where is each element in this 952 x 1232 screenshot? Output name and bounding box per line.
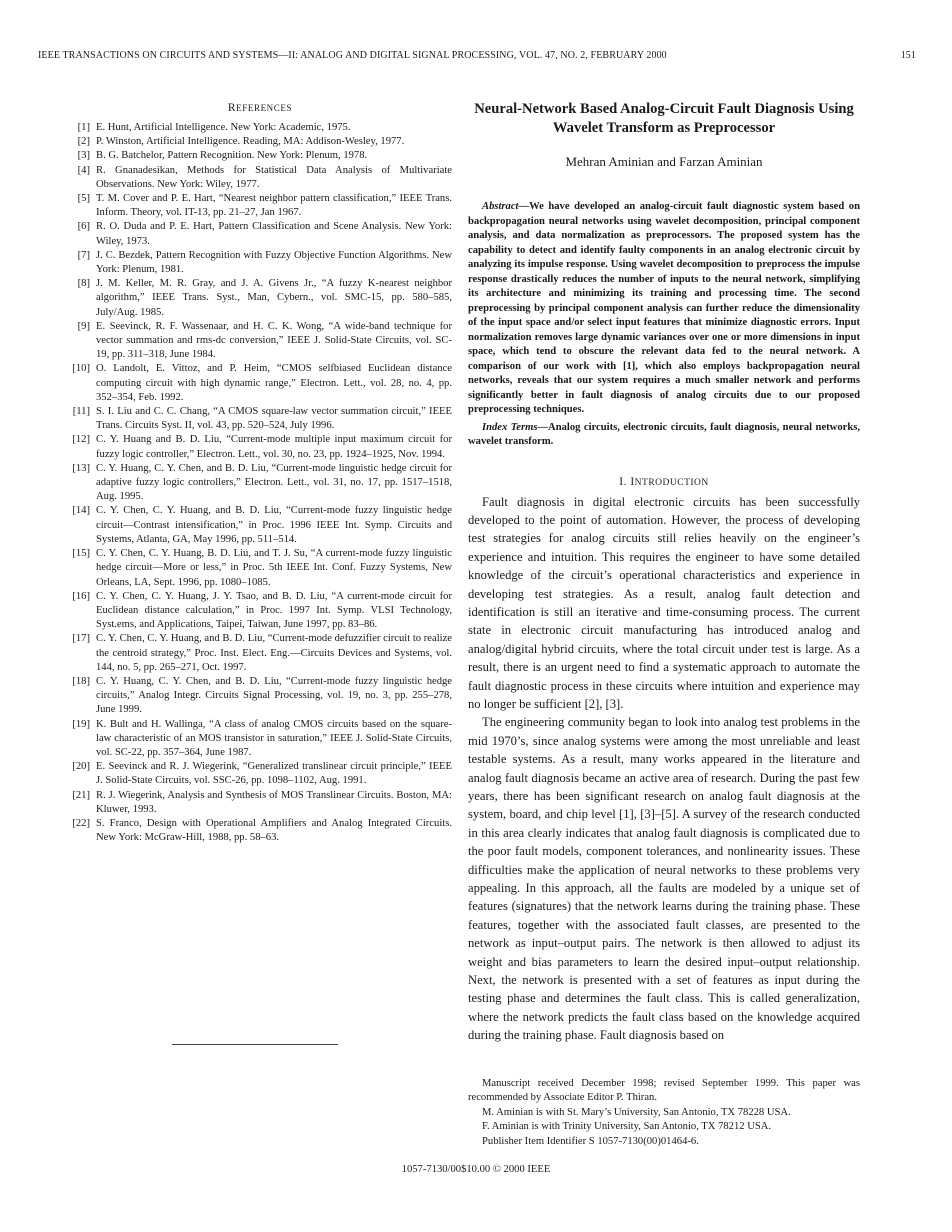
section-heading: I. INTRODUCTION	[619, 475, 709, 488]
reference-number: [14]	[72, 505, 90, 517]
paper-authors: Mehran Aminian and Farzan Aminian	[565, 154, 763, 169]
reference-item	[68, 149, 452, 163]
reference-item	[68, 789, 452, 817]
reference-number: [4]	[77, 164, 90, 176]
abstract	[468, 200, 860, 418]
reference-text: C. Y. Chen, C. Y. Huang, J. Y. Tsao, and B. D. Liu, “A current-mode circuit for Euclidean distance calculation,” in Proc. 1997 Int. Symp. VLSI Technology, Syst.ems, and Applications, Taipei, Taiwan, June 1997, pp. 83–86.	[96, 590, 452, 631]
reference-item	[68, 405, 452, 433]
reference-text: T. M. Cover and P. E. Hart, “Nearest neighbor pattern classification,” IEEE Trans. Inform. Theory, vol. IT-13, pp. 21–27, Jan 1967.	[96, 193, 452, 219]
reference-text: C. Y. Huang, C. Y. Chen, and B. D. Liu, “Current-mode fuzzy linguistic hedge circuits,” Analog Integr. Circuits Signal Processing, vol. 19, no. 3, pp. 255–278, June 1999.	[96, 675, 452, 716]
reference-item	[68, 164, 452, 192]
reference-item	[68, 590, 452, 633]
reference-number: [5]	[77, 193, 90, 205]
paper-title: Neural-Network Based Analog-Circuit Fault Diagnosis Using Wavelet Transform as Preprocessor	[474, 101, 854, 136]
references-heading: REFERENCES	[227, 102, 293, 114]
footnote-pii: Publisher Item Identifier S 1057-7130(00)01464-6.	[482, 1135, 699, 1147]
reference-item	[68, 433, 452, 461]
footnote-rule	[172, 1044, 338, 1045]
reference-item	[68, 760, 452, 788]
reference-number: [9]	[77, 320, 90, 332]
reference-item	[68, 192, 452, 220]
reference-text: R. O. Duda and P. E. Hart, Pattern Classification and Scene Analysis. New York: Wiley, 1973.	[96, 221, 452, 247]
abstract-label: Abstract—	[482, 201, 530, 212]
reference-item	[68, 817, 452, 845]
reference-item	[68, 320, 452, 363]
intro-paragraph-2: The engineering community began to look into analog test problems in the mid 1970’s, since analog systems were among the most unreliable and least testable systems. As a result, many works appeared in the literature and analog fault diagnosis became an active area of research. During the past few years, there has been significant research on analog fault diagnosis at the system, board, and chip level [1], [3]–[5]. A survey of the research conducted in this area clearly indicates that analog fault diagnosis is complicated due to the poor fault models, component tolerances, and nonlinearity issues. These difficulties make the application of neural networks to these problems very appealing. In this approach, all the faults are modeled by a unique set of features (signatures) that the network learns during the training phase. These features, together with the associated fault classes, are presented to the network as input–output pairs. The network is then allowed to adjust its weight and bias parameters to learn the desired input–output relationship. Next, the network is presented with a set of features as input during the testing phase and determines the fault class. This is called generalization, where the network predicts the fault class based on the knowledge acquired during the training phase. Fault diagnosis based on	[468, 715, 860, 1043]
reference-text: E. Seevinck, R. F. Wassenaar, and H. C. K. Wong, “A wide-band technique for vector summation and rms-dc conversion,” IEEE J. Solid-State Circuits, vol. SC-19, pp. 311–318, June 1984.	[96, 320, 452, 361]
reference-number: [1]	[77, 122, 90, 133]
reference-text: O. Landolt, E. Vittoz, and P. Heim, “CMOS selfbiased Euclidean distance computing circuit with high dynamic range,” Electron. Lett., vol. 28, no. 4, pp. 352–354, Feb. 1992.	[96, 363, 452, 403]
reference-text: C. Y. Chen, C. Y. Huang, and B. D. Liu, “Current-mode defuzzifier circuit to realize the centroid strategy,” Proc. Inst. Elect. Eng.—Circuits Devices and Systems, vol. 144, no. 5, pp. 265–271, Oct. 1997.	[96, 633, 452, 673]
reference-item	[68, 220, 452, 248]
reference-item	[68, 632, 452, 675]
footnote-author-1: M. Aminian is with St. Mary’s University, San Antonio, TX 78228 USA.	[482, 1106, 791, 1118]
reference-item	[68, 362, 452, 405]
reference-text: S. I. Liu and C. C. Chang, “A CMOS square-law vector summation circuit,” IEEE Trans. Circuits Syst. II, vol. 43, pp. 520–524, July 1996.	[96, 406, 452, 432]
reference-text: J. M. Keller, M. R. Gray, and J. A. Givens Jr., “A fuzzy K-nearest neighbor algorithm,” IEEE Trans. Syst., Man, Cybern., vol. SMC-15, pp. 580–585, July/Aug. 1985.	[96, 278, 452, 318]
index-terms-text: Analog circuits, electronic circuits, fault diagnosis, neural networks, wavelet transform.	[468, 421, 860, 447]
reference-number: [12]	[72, 434, 90, 446]
reference-text: C. Y. Huang and B. D. Liu, “Current-mode multiple input maximum circuit for fuzzy logic controller,” Electron. Lett., vol. 30, no. 23, pp. 1924–1925, Nov. 1994.	[96, 434, 452, 460]
index-terms-label: Index Terms—	[482, 421, 549, 433]
copyright-line: 1057-7130/00$10.00 © 2000 IEEE	[401, 1164, 551, 1175]
reference-item	[68, 547, 452, 590]
article-column	[468, 100, 860, 1045]
page-number: 151	[900, 50, 916, 61]
reference-item	[68, 121, 452, 135]
reference-number: [22]	[72, 817, 90, 829]
running-title: IEEE TRANSACTIONS ON CIRCUITS AND SYSTEMS—II: ANALOG AND DIGITAL SIGNAL PROCESSING, VOL. 47, NO. 2, FEBRUARY 2000	[38, 50, 667, 61]
reference-number: [7]	[77, 249, 90, 261]
footnote-author-2: F. Aminian is with Trinity University, San Antonio, TX 78212 USA.	[482, 1121, 772, 1133]
reference-item	[68, 135, 452, 149]
reference-number: [21]	[72, 789, 90, 801]
reference-number: [8]	[77, 278, 90, 290]
reference-text: B. G. Batchelor, Pattern Recognition. New York: Plenum, 1978.	[96, 150, 368, 162]
abstract-text: We have developed an analog-circuit fault diagnostic system based on backpropagation neural networks using wavelet decomposition, principal component analysis, and data normalization as preprocessors. The proposed system has the capability to detect and identify faulty components in an analog electronic circuit by analyzing its impulse response. Using wavelet decomposition to preprocess the impulse response drastically reduces the number of inputs to the neural network, simplifying its architecture and minimizing its training and processing time. The second preprocessing by principal component analysis can further reduce the dimensionality of the input space and/or select input features that minimize diagnostic errors. Input normalization removes large dynamic variances over one or more dimensions in input space, which tend to obscure the relevant data fed to the neural network. A comparison of our work with [1], which also employs backpropagation neural networks, reveals that our system requires a much smaller network and performs significantly better in fault diagnosis of analog circuits due to our proposed preprocessing techniques.	[468, 201, 860, 415]
footnote-manuscript: Manuscript received December 1998; revised September 1999. This paper was recommended by Associate Editor P. Thiran.	[468, 1078, 860, 1104]
footnotes	[468, 1077, 860, 1149]
intro-paragraph-1: Fault diagnosis in digital electronic circuits has been successfully developed to the point of automation. However, the process of developing test strategies for analog circuits still relies heavily on the engineer’s experience and intuition. This requires the engineer to have some detailed knowledge of the circuit’s operational characteristics and experience in developing test strategies. As a result, analog fault detection and identification is still an iterative and time-consuming process. The current state in electronic circuit manufacturing has introduced analog and analog/digital hybrid circuits, where the total circuit under test is large. As a result, there is an urgent need to find a systematic approach to automate the fault diagnostic process in these circuits where intuition and experience may no longer be sufficient [2], [3].	[468, 494, 860, 711]
reference-text: J. C. Bezdek, Pattern Recognition with Fuzzy Objective Function Algorithms. New York: Plenum, 1981.	[96, 249, 452, 276]
reference-text: C. Y. Chen, C. Y. Huang, and B. D. Liu, “Current-mode fuzzy linguistic hedge circuit—Contrast intensification,” in Proc. 1996 IEEE Int. Symp. Circuits and Systems, Atlanta, GA, May 1996, pp. 511–514.	[96, 505, 452, 545]
reference-number: [10]	[72, 363, 90, 375]
reference-item	[68, 277, 452, 320]
reference-number: [13]	[72, 462, 90, 474]
index-terms	[468, 421, 860, 450]
reference-number: [16]	[72, 590, 90, 602]
reference-number: [20]	[72, 761, 90, 773]
reference-number: [18]	[72, 675, 90, 687]
reference-text: S. Franco, Design with Operational Amplifiers and Analog Integrated Circuits. New York: McGraw-Hill, 1988, pp. 58–63.	[96, 817, 452, 844]
reference-text: C. Y. Chen, C. Y. Huang, B. D. Liu, and T. J. Su, “A current-mode fuzzy linguistic hedge circuit—More or less,” in Proc. 5th IEEE Int. Conf. Fuzzy Systems, New Orleans, LA, Sept. 1996, pp. 1080–1085.	[96, 548, 452, 588]
reference-number: [3]	[77, 150, 90, 162]
reference-number: [2]	[77, 136, 90, 148]
reference-item	[68, 462, 452, 505]
reference-text: C. Y. Huang, C. Y. Chen, and B. D. Liu, “Current-mode linguistic hedge circuit for adaptive fuzzy logic controllers,” Electron. Lett., vol. 31, no. 17, pp. 1517–1518, Aug. 1995.	[96, 462, 452, 503]
reference-item	[68, 504, 452, 547]
reference-number: [11]	[72, 406, 90, 418]
reference-item	[68, 249, 452, 277]
references-column	[68, 102, 452, 845]
reference-list	[68, 121, 452, 845]
reference-text: E. Hunt, Artificial Intelligence. New York: Academic, 1975.	[96, 122, 351, 133]
reference-number: [6]	[77, 221, 90, 233]
reference-text: P. Winston, Artificial Intelligence. Reading, MA: Addison-Wesley, 1977.	[96, 136, 405, 148]
reference-text: E. Seevinck and R. J. Wiegerink, “Generalized translinear circuit principle,” IEEE J. Solid-State Circuits, vol. SSC-26, pp. 1098–1102, Aug. 1991.	[96, 761, 452, 787]
reference-number: [19]	[72, 718, 90, 730]
reference-number: [15]	[72, 548, 90, 560]
reference-text: R. J. Wiegerink, Analysis and Synthesis of MOS Translinear Circuits. Boston, MA: Kluwer, 1993.	[96, 789, 452, 815]
reference-item	[68, 675, 452, 718]
reference-text: R. Gnanadesikan, Methods for Statistical Data Analysis of Multivariate Observations. New York: Wiley, 1977.	[96, 164, 452, 190]
reference-item	[68, 718, 452, 761]
reference-text: K. Bult and H. Wallinga, “A class of analog CMOS circuits based on the square-law characteristic of an MOS transistor in saturation,” IEEE J. Solid-State Circuits, vol. SC-22, pp. 357–364, June 1987.	[96, 718, 452, 758]
reference-number: [17]	[72, 633, 90, 645]
